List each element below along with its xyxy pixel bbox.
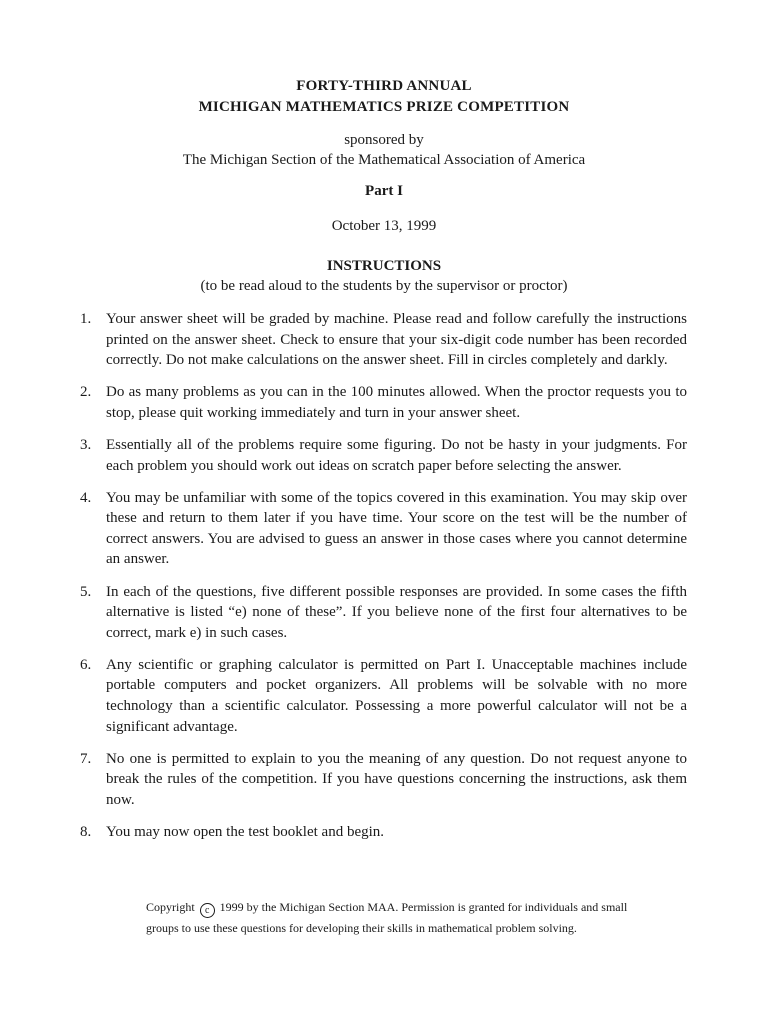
instruction-item xyxy=(80,488,687,570)
instruction-text: In each of the questions, five different possible responses are provided. In some cases the fifth alternative is listed “e) none of these”. If you believe none of the first four alternatives to be correct, mark e) in such cases. xyxy=(106,583,687,641)
instructions-header xyxy=(0,256,768,296)
instructions-subheading: (to be read aloud to the students by the supervisor or proctor) xyxy=(200,278,568,294)
instructions-heading: INSTRUCTIONS xyxy=(326,258,442,274)
instructions-list xyxy=(80,309,687,854)
instruction-text: Your answer sheet will be graded by machine. Please read and follow carefully the instructions printed on the answer sheet. Check to ensure that your six-digit code number has been recorded correctly. Do not make calculations on the answer sheet. Fill in circles completely and darkly. xyxy=(106,311,687,369)
instruction-item xyxy=(80,382,687,423)
sponsor-block xyxy=(0,130,768,170)
copyright-word: Copyright xyxy=(146,900,195,914)
instruction-number: 5. xyxy=(80,583,92,600)
copyright-notice xyxy=(146,897,636,939)
instruction-number: 4. xyxy=(80,489,92,506)
instruction-number: 2. xyxy=(80,384,92,401)
instruction-text: You may be unfamiliar with some of the topics covered in this examination. You may skip over these and return to them later if you have time. Your score on the test will be the number of correct answers. You are advised to guess an answer in those cases where you cannot determine an answer. xyxy=(106,489,687,568)
part-label: Part I xyxy=(365,183,403,199)
instruction-item xyxy=(80,582,687,644)
instruction-number: 3. xyxy=(80,436,92,453)
instruction-item xyxy=(80,749,687,811)
instruction-text: Essentially all of the problems require some figuring. Do not be hasty in your judgments. For each problem you should work out ideas on scratch paper before selecting the answer. xyxy=(106,436,687,474)
instruction-number: 6. xyxy=(80,656,92,673)
instruction-number: 8. xyxy=(80,823,92,840)
instruction-item xyxy=(80,822,687,843)
document-title xyxy=(0,76,768,118)
sponsor-name: The Michigan Section of the Mathematical Association of America xyxy=(182,152,586,168)
instruction-text: You may now open the test booklet and begin. xyxy=(106,823,385,840)
instruction-text: Do as many problems as you can in the 100 minutes allowed. When the proctor requests you to stop, please quit working immediately and turn in your answer sheet. xyxy=(106,384,687,421)
title-line-1: FORTY-THIRD ANNUAL xyxy=(296,78,472,94)
instruction-number: 7. xyxy=(80,750,92,767)
copyright-text: 1999 by the Michigan Section MAA. Permission is granted for individuals and small groups to use these questions for developing their skills in mathematical problem solving. xyxy=(146,900,628,935)
copyright-icon: c xyxy=(200,903,215,918)
sponsored-by-label: sponsored by xyxy=(344,132,424,148)
competition-date: October 13, 1999 xyxy=(331,218,437,234)
instruction-number: 1. xyxy=(80,311,92,327)
instruction-item xyxy=(80,435,687,476)
instruction-text: Any scientific or graphing calculator is permitted on Part I. Unacceptable machines include portable computers and pocket organizers. All problems will be solvable with no more technology than a scientific calculator. Possessing a more powerful calculator will not be a significant advantage. xyxy=(106,656,687,735)
instruction-text: No one is permitted to explain to you the meaning of any question. Do not request anyone to break the rules of the competition. If you have questions concerning the instructions, ask them now. xyxy=(106,750,687,808)
title-line-2: MICHIGAN MATHEMATICS PRIZE COMPETITION xyxy=(198,99,570,115)
instruction-item xyxy=(80,309,687,371)
instruction-item xyxy=(80,655,687,737)
